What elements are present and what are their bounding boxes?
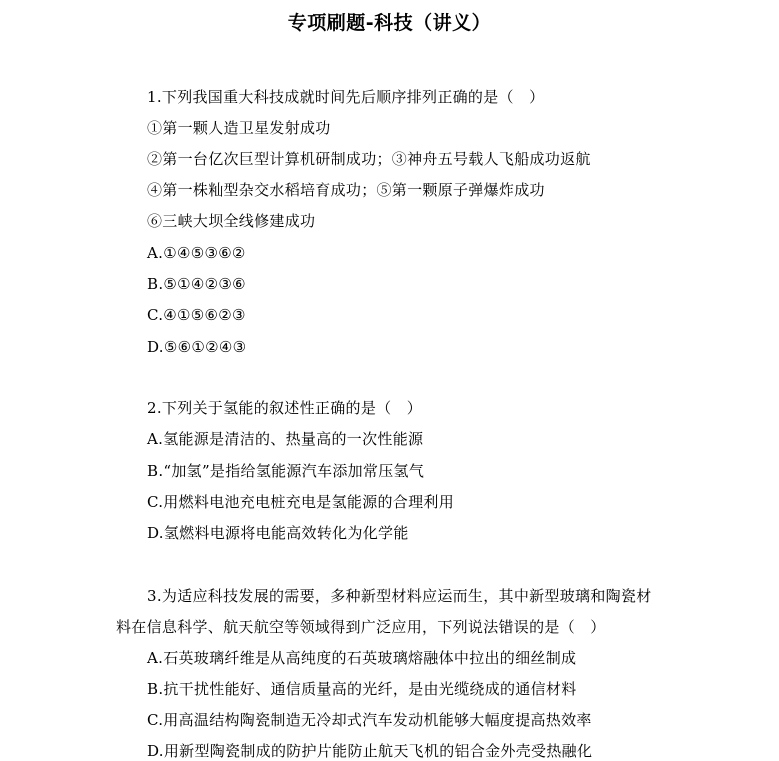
question-2-option-b: B.“加氢”是指给氢能源汽车添加常压氢气 — [147, 462, 425, 480]
question-1-option-b: B.⑤①④②③⑥ — [147, 275, 246, 293]
question-2-option-c: C.用燃料电池充电桩充电是氢能源的合理利用 — [147, 493, 455, 511]
question-2-stem: 2.下列关于氢能的叙述性正确的是（ ） — [147, 399, 423, 417]
question-1-option-c: C.④①⑤⑥②③ — [147, 306, 246, 324]
question-3-option-d: D.用新型陶瓷制成的防护片能防止航天飞机的铝合金外壳受热融化 — [147, 742, 593, 760]
question-3-option-b: B.抗干扰性能好、通信质量高的光纤，是由光缆绕成的通信材料 — [147, 680, 577, 698]
question-2-option-d: D.氢燃料电源将电能高效转化为化学能 — [147, 524, 409, 542]
question-1-item-6: ⑥三峡大坝全线修建成功 — [147, 212, 316, 230]
question-1-stem: 1.下列我国重大科技成就时间先后顺序排列正确的是（ ） — [147, 88, 545, 106]
question-1-item-2-3: ②第一台亿次巨型计算机研制成功；③神舟五号载人飞船成功返航 — [147, 150, 591, 168]
question-2-option-a: A.氢能源是清洁的、热量高的一次性能源 — [147, 430, 424, 448]
question-1-option-a: A.①④⑤③⑥② — [147, 244, 246, 262]
question-3-stem-line-1: 3.为适应科技发展的需要，多种新型材料应运而生，其中新型玻璃和陶瓷材 — [147, 587, 652, 605]
question-1-item-1: ①第一颗人造卫星发射成功 — [147, 119, 331, 137]
question-3-option-a: A.石英玻璃纤维是从高纯度的石英玻璃熔融体中拉出的细丝制成 — [147, 649, 577, 667]
question-3-stem-line-2: 料在信息科学、航天航空等领域得到广泛应用，下列说法错误的是（ ） — [116, 618, 606, 636]
question-1-option-d: D.⑤⑥①②④③ — [147, 338, 247, 356]
page-title: 专项刷题-科技（讲义） — [287, 12, 492, 34]
question-3-option-c: C.用高温结构陶瓷制造无冷却式汽车发动机能够大幅度提高热效率 — [147, 711, 592, 729]
question-1-item-4-5: ④第一株籼型杂交水稻培育成功；⑤第一颗原子弹爆炸成功 — [147, 181, 545, 199]
